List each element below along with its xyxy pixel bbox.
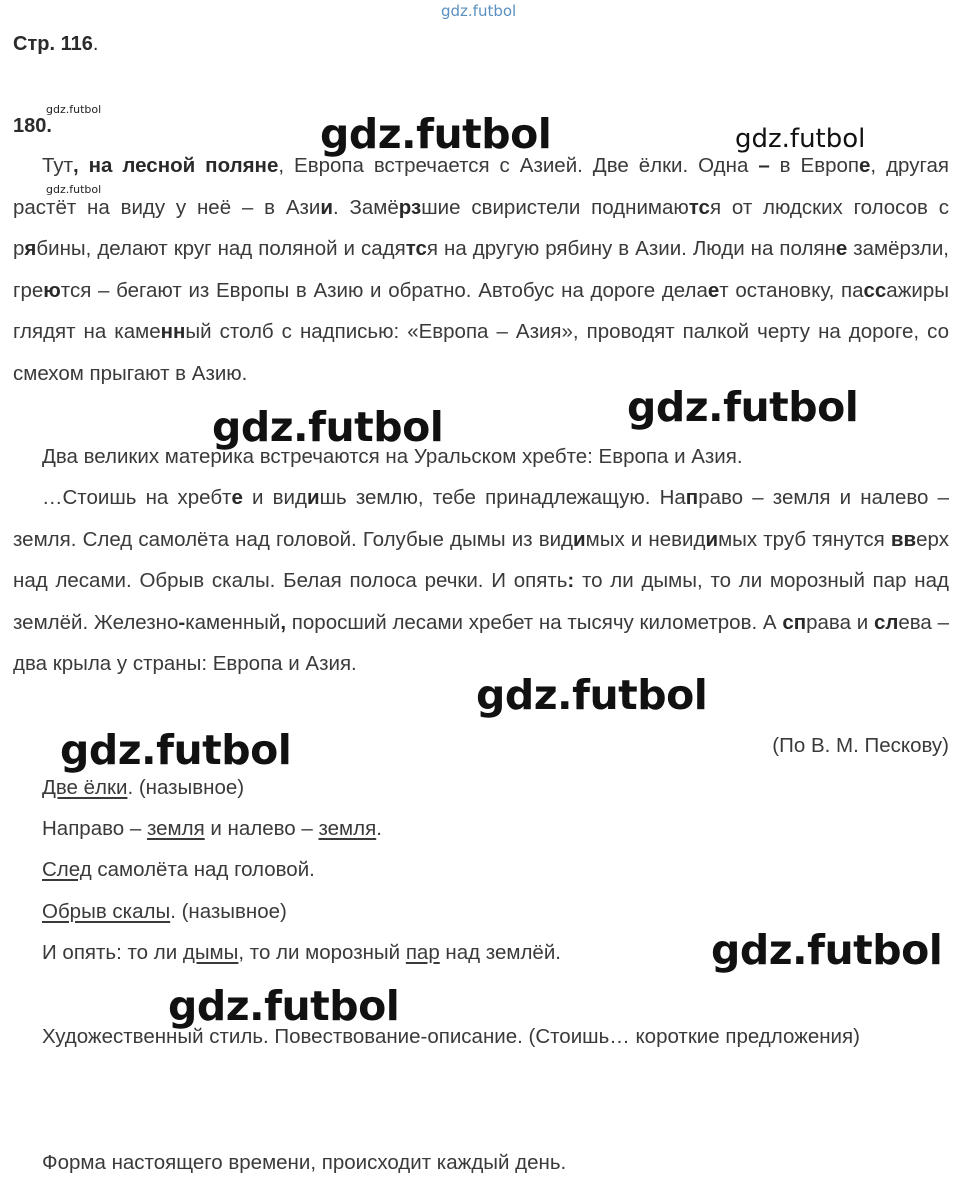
watermark-large: gdz.futbol xyxy=(212,403,444,451)
watermark-large: gdz.futbol xyxy=(60,726,292,774)
watermark-large: gdz.futbol xyxy=(476,671,708,719)
watermark-large: gdz.futbol xyxy=(711,926,943,974)
analysis-line-5: И опять: то ли дымы, то ли морозный пар над землёй. xyxy=(42,941,561,964)
watermark-small: gdz.futbol xyxy=(46,183,102,196)
analysis-line-3: След самолёта над головой. xyxy=(42,858,315,881)
attribution: (По В. М. Пескову) xyxy=(772,734,949,757)
watermark-top: gdz.futbol xyxy=(441,2,517,20)
watermark-large: gdz.futbol xyxy=(320,110,552,158)
watermark-medium: gdz.futbol xyxy=(735,124,866,154)
exercise-number: 180. xyxy=(13,115,52,137)
page-label: Стр. 116. xyxy=(13,33,99,55)
watermark-small: gdz.futbol xyxy=(46,103,102,116)
watermark-large: gdz.futbol xyxy=(168,982,400,1030)
paragraph-2: Два великих материка встречаются на Уральском хребте: Европа и Азия. xyxy=(42,445,743,468)
tense-note: Форма настоящего времени, происходит каждый день. xyxy=(42,1151,567,1174)
style-note: Художественный стиль. Повествование-описание. (Стоишь… короткие предложения) xyxy=(42,1025,860,1048)
paragraph-1: Тут, на лесной поляне, Европа встречается с Азией. Две ёлки. Одна – в Европе, другая растёт на виду у неё – в Азии. Замёрзшие свиристели поднимаются от людских голосов с рябины, делают круг над поляной и садятся на другую рябину в Азии. Люди на поляне замёрзли, греются – бегают из Европы в Азию и обратно. Автобус на дороге делает остановку, пассажиры глядят на каменный столб с надписью: «Европа – Азия», проводят палкой черту на дороге, со смехом прыгают в Азию. xyxy=(13,154,949,385)
paragraph-3: …Стоишь на хребте и видишь землю, тебе принадлежащую. Направо – земля и налево – земля. След самолёта над головой. Голубые дымы из видимых и невидимых труб тянутся вверх над лесами. Обрыв скалы. Белая полоса речки. И опять: то ли дымы, то ли морозный пар над землёй. Железно-каменный, поросший лесами хребет на тысячу километров. А справа и слева – два крыла у страны: Европа и Азия. xyxy=(13,486,949,675)
analysis-line-1: Две ёлки. (назывное) xyxy=(42,776,245,799)
watermark-large: gdz.futbol xyxy=(627,383,859,431)
analysis-line-4: Обрыв скалы. (назывное) xyxy=(42,900,287,923)
analysis-line-2: Направо – земля и налево – земля. xyxy=(42,817,382,840)
